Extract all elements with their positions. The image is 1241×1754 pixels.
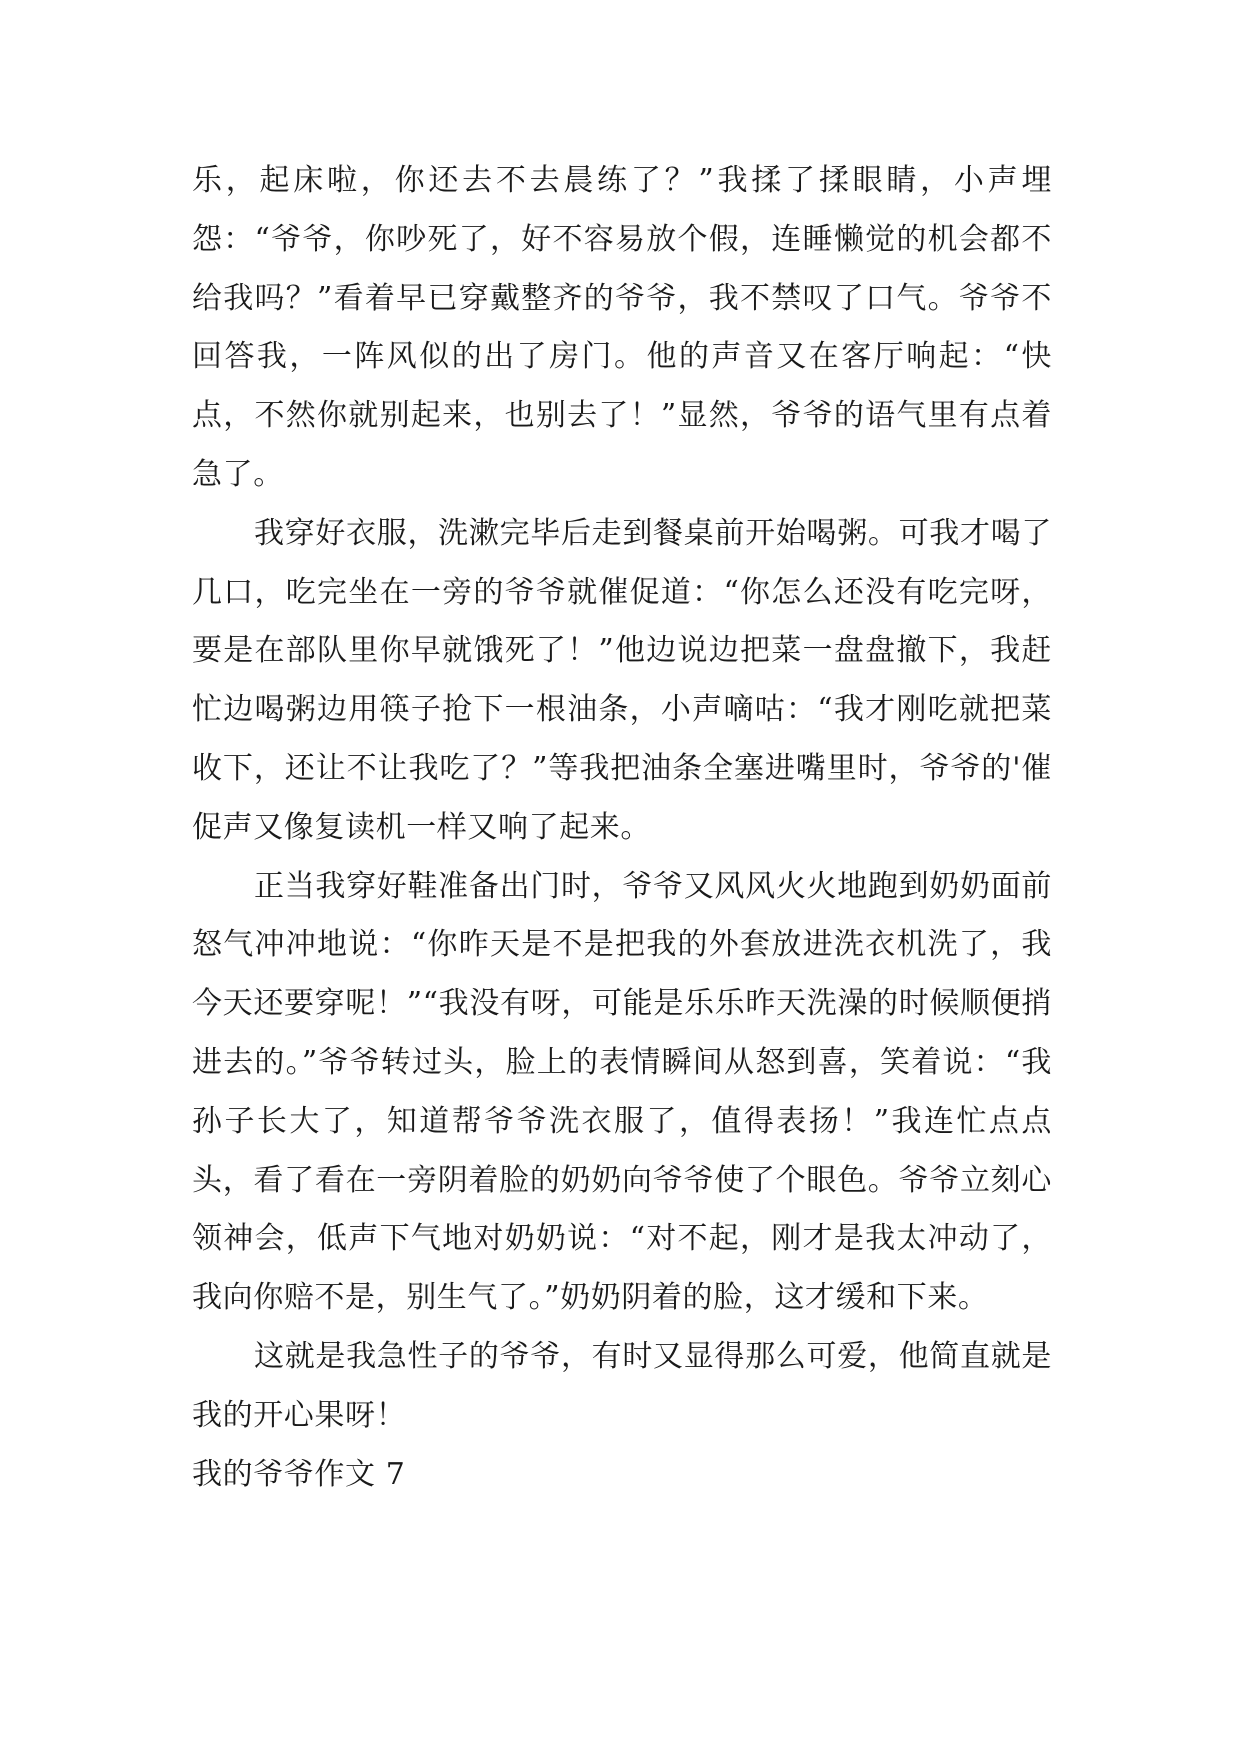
paragraph-jacket: 正当我穿好鞋准备出门时，爷爷又风风火火地跑到奶奶面前怒气冲冲地说：“你昨天是不是把我的外套放进洗衣机洗了，我今天还要穿呢！”“我没有呀，可能是乐乐昨天洗澡的时候顺便捎进去的。”爷爷转过头，脸上的表情瞬间从怒到喜，笑着说：“我孙子长大了，知道帮爷爷洗衣服了，值得表扬！”我连忙点点头，看了看在一旁阴着脸的奶奶向爷爷使了个眼色。爷爷立刻心领神会，低声下气地对奶奶说：“对不起，刚才是我太冲动了，我向你赔不是，别生气了。”奶奶阴着的脸，这才缓和下来。 <box>192 868 1052 1316</box>
paragraph-continued: 乐，起床啦，你还去不去晨练了？”我揉了揉眼睛，小声埋怨：“爷爷，你吵死了，好不容易放个假，连睡懒觉的机会都不给我吗？”看着早已穿戴整齐的爷爷，我不禁叹了口气。爷爷不回答我，一阵风似的出了房门。他的声音又在客厅响起：“快点，不然你就别起来，也别去了！”显然，爷爷的语气里有点着急了。 <box>192 163 1052 492</box>
essay-heading: 我的爷爷作文 7 <box>192 1456 406 1492</box>
document-body <box>192 152 1052 1504</box>
paragraph-breakfast: 我穿好衣服，洗漱完毕后走到餐桌前开始喝粥。可我才喝了几口，吃完坐在一旁的爷爷就催促道：“你怎么还没有吃完呀，要是在部队里你早就饿死了！”他边说边把菜一盘盘撤下，我赶忙边喝粥边用筷子抢下一根油条，小声嘀咕：“我才刚吃就把菜收下，还让不让我吃了？”等我把油条全塞进嘴里时，爷爷的'催促声又像复读机一样又响了起来。 <box>192 515 1052 845</box>
paragraph-conclusion: 这就是我急性子的爷爷，有时又显得那么可爱，他简直就是我的开心果呀！ <box>192 1338 1052 1433</box>
